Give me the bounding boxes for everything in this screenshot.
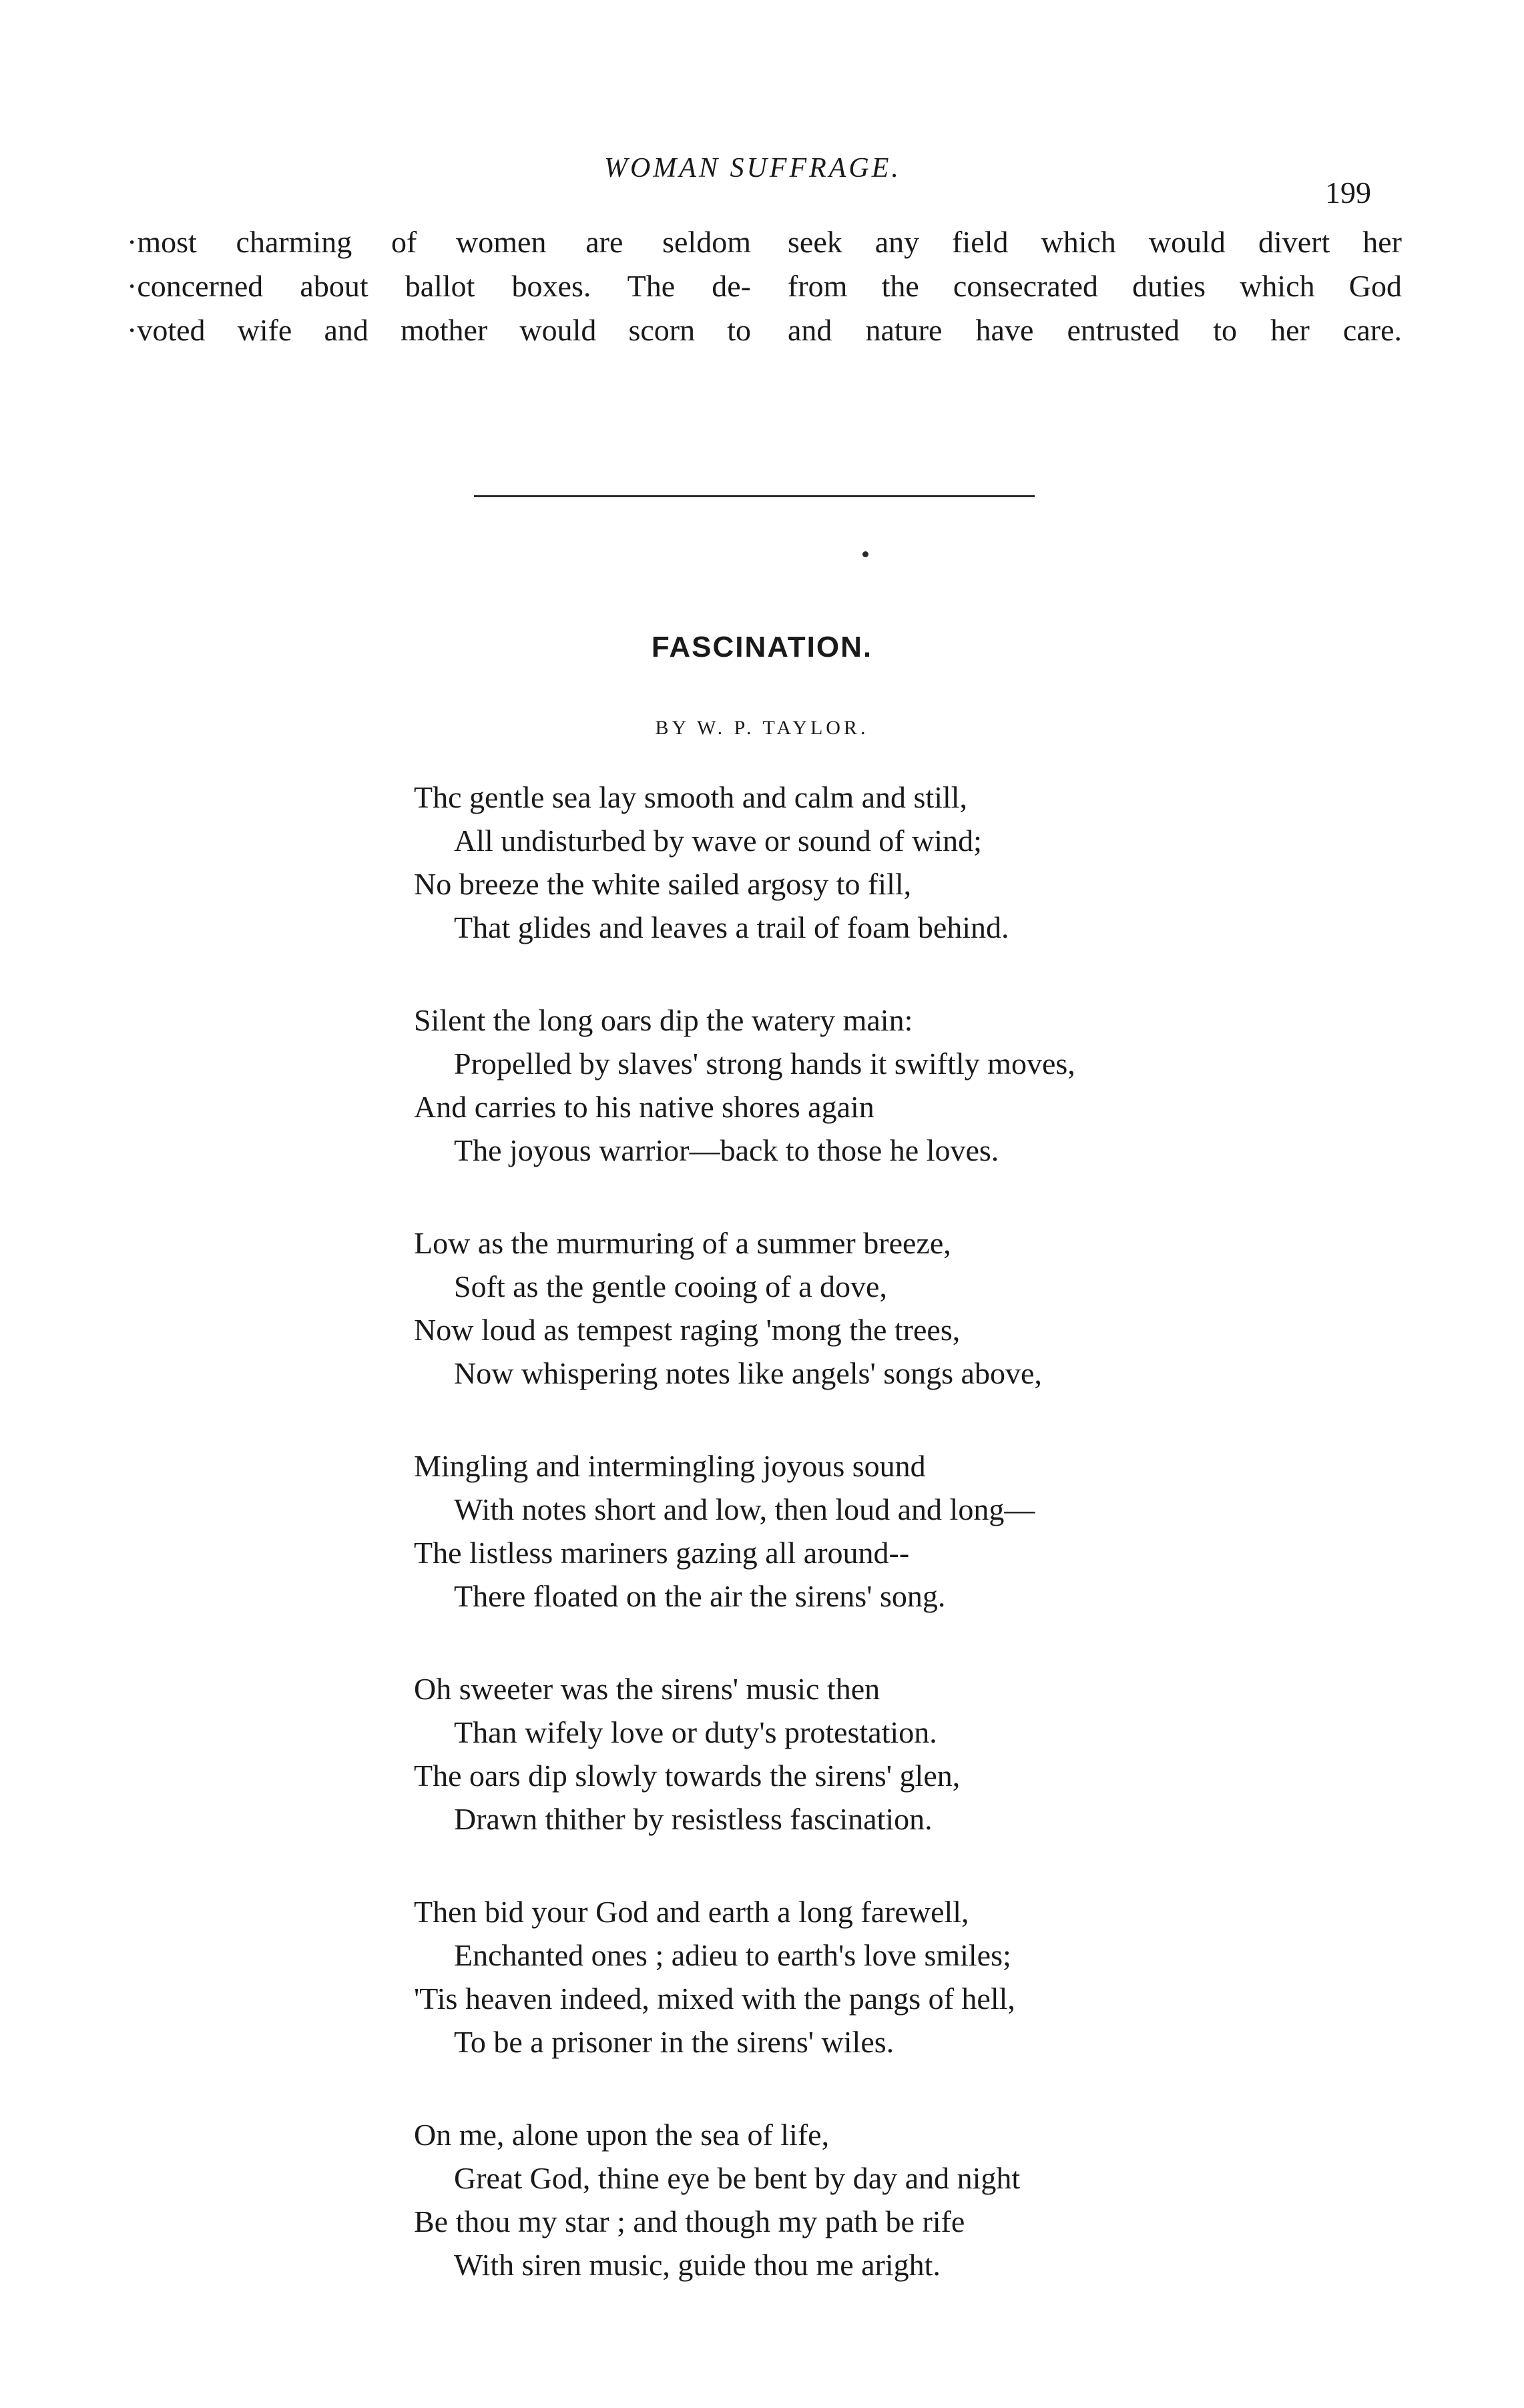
stanza [414, 1667, 1282, 1841]
poem-line: And carries to his native shores again [414, 1090, 874, 1124]
poem-line: The oars dip slowly towards the sirens' glen, [414, 1759, 961, 1793]
poem-body [414, 776, 1282, 2336]
stanza [414, 2113, 1282, 2287]
poem-line: The listless mariners gazing all around-- [414, 1536, 910, 1570]
section-divider-rule [474, 495, 1035, 497]
poem-line: Oh sweeter was the sirens' music then [414, 1672, 880, 1706]
poem-line: Enchanted ones ; adieu to earth's love smiles; [454, 1938, 1011, 1972]
poem-line: Silent the long oars dip the watery main: [414, 1003, 913, 1037]
poem-line: Then bid your God and earth a long farewell, [414, 1895, 969, 1929]
stanza [414, 1444, 1282, 1618]
poem-line: Mingling and intermingling joyous sound [414, 1449, 926, 1483]
stanza [414, 1221, 1282, 1395]
prose-left-column [127, 220, 751, 352]
poem-line: Now whispering notes like angels' songs above, [454, 1356, 1042, 1390]
stanza [414, 1890, 1282, 2064]
prose-line: ·concerned about ballot boxes. The de- [127, 269, 751, 303]
poem-line: Soft as the gentle cooing of a dove, [454, 1269, 887, 1303]
poem-title: FASCINATION. [651, 631, 873, 663]
poem-line: There floated on the air the sirens' song. [454, 1579, 946, 1613]
page-number: 199 [1325, 176, 1371, 210]
stanza [414, 776, 1282, 949]
prose-right-column [788, 220, 1402, 352]
prose-line: ·most charming of women are seldom [127, 225, 751, 259]
poem-line: Than wifely love or duty's protestation. [454, 1715, 937, 1749]
poem-line: That glides and leaves a trail of foam behind. [454, 910, 1009, 944]
prose-line: from the consecrated duties which God [788, 269, 1402, 303]
prose-line: ·voted wife and mother would scorn to [127, 313, 751, 347]
poem-line: Now loud as tempest raging 'mong the trees, [414, 1313, 961, 1347]
poem-line: With notes short and low, then loud and long— [454, 1492, 1035, 1526]
stanza [414, 998, 1282, 1172]
poem-line: 'Tis heaven indeed, mixed with the pangs of hell, [414, 1982, 1015, 2016]
poem-line: Be thou my star ; and though my path be rife [414, 2204, 965, 2238]
poem-byline: BY W. P. TAYLOR. [655, 717, 869, 739]
poem-line: Thc gentle sea lay smooth and calm and still, [414, 780, 968, 814]
poem-line: On me, alone upon the sea of life, [414, 2118, 830, 2152]
poem-line: Great God, thine eye be bent by day and night [454, 2161, 1021, 2195]
running-head: WOMAN SUFFRAGE. [604, 153, 901, 184]
poem-line: Propelled by slaves' strong hands it swiftly moves, [454, 1046, 1075, 1081]
prose-line: and nature have entrusted to her care. [788, 313, 1402, 347]
poem-line: With siren music, guide thou me aright. [454, 2248, 941, 2282]
prose-line: seek any field which would divert her [788, 225, 1402, 259]
poem-line: The joyous warrior—back to those he loves. [454, 1133, 999, 1167]
poem-line: Drawn thither by resistless fascination. [454, 1802, 933, 1836]
poem-line: Low as the murmuring of a summer breeze, [414, 1226, 951, 1260]
ornament-dot [862, 551, 868, 557]
poem-line: To be a prisoner in the sirens' wiles. [454, 2025, 895, 2059]
poem-line: All undisturbed by wave or sound of wind; [454, 824, 982, 858]
poem-line: No breeze the white sailed argosy to fill, [414, 867, 912, 901]
